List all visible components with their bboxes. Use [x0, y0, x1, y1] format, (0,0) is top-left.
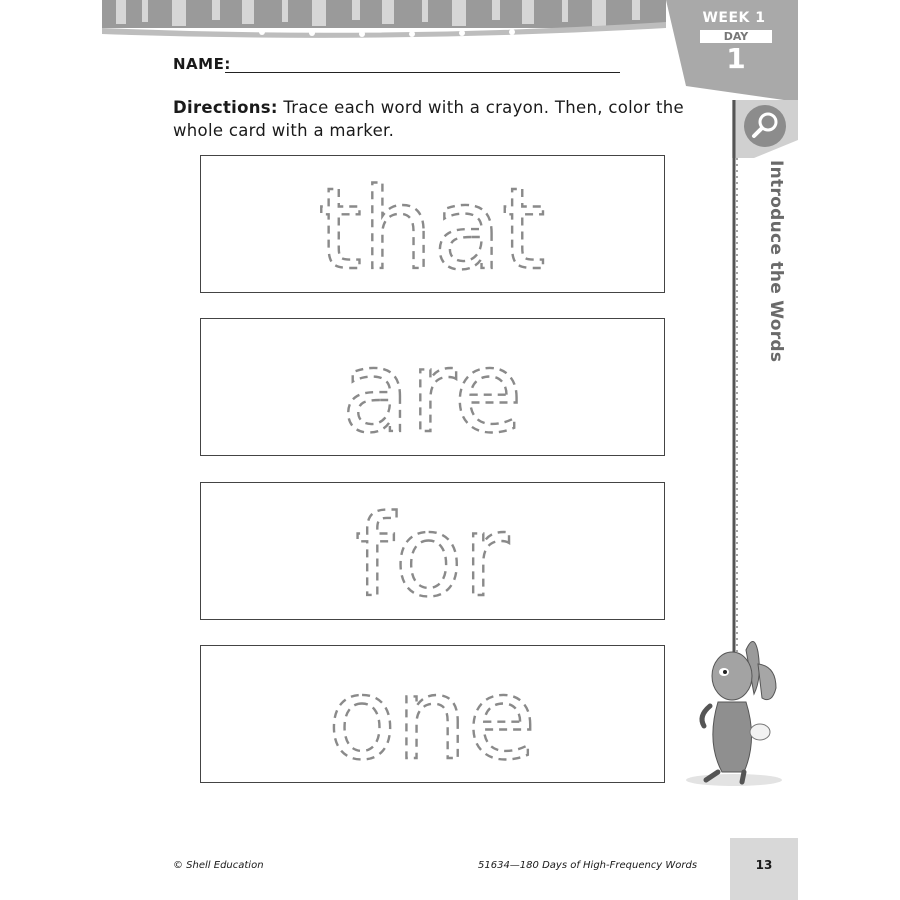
trace-word-svg [201, 483, 664, 619]
decorative-banner [102, 0, 666, 40]
directions-text: Trace each word with a crayon. Then, color the whole card with a marker. [173, 98, 684, 140]
page-number: 13 [755, 858, 773, 872]
name-field[interactable] [225, 72, 620, 73]
directions [173, 96, 713, 142]
trace-word: are [341, 328, 523, 455]
rabbit-illustration [684, 632, 784, 792]
trace-card[interactable] [200, 155, 665, 293]
directions-lead: Directions: [173, 98, 278, 117]
footer-book-title: 51634—180 Days of High-Frequency Words [478, 860, 698, 871]
trace-word: that [318, 165, 546, 292]
trace-word: one [327, 655, 537, 782]
day-number: 1 [726, 42, 746, 75]
name-label: NAME: [173, 55, 231, 73]
trace-card[interactable] [200, 645, 665, 783]
trace-card[interactable] [200, 482, 665, 620]
name-row [173, 54, 231, 73]
footer-copyright: © Shell Education [173, 860, 264, 871]
trace-card[interactable] [200, 318, 665, 456]
trace-word-svg [201, 319, 664, 455]
trace-word-svg [201, 646, 664, 782]
trace-word-svg [201, 156, 664, 292]
trace-word: for [355, 492, 509, 619]
magnifier-icon [743, 104, 787, 148]
day-label: DAY [700, 30, 772, 43]
section-title: Introduce the Words [766, 160, 786, 363]
week-label: WEEK 1 [702, 10, 766, 26]
